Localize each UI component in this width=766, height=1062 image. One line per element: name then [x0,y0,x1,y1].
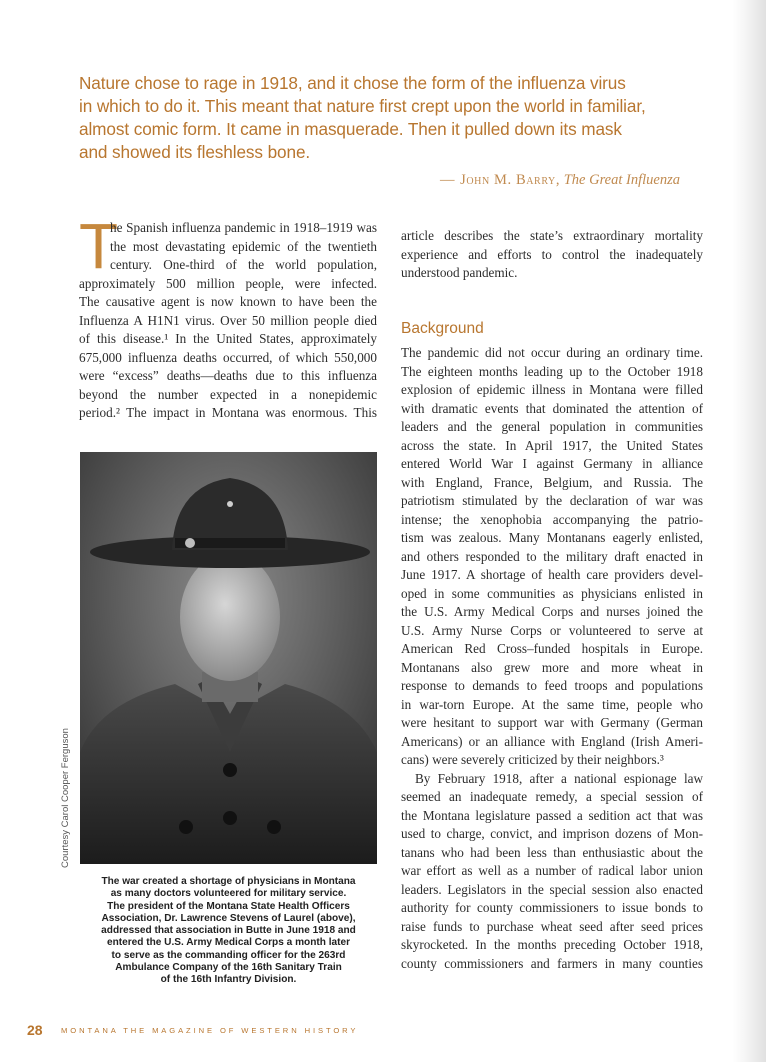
text-line: The eighteen months leading up to the October 1918 [401,363,703,379]
text-line: century. One-third of the world population, [110,257,377,272]
text-line: skyrocketed. In the months preceding October 1918, [401,937,703,952]
text-line: The pandemic did not occur during an ordinary time. [401,345,703,360]
text-line: By February 1918, after a national espionage law [415,770,703,786]
page-footer [27,1022,358,1040]
text-line: raise funds to purchase wheat seed after seed prices [401,918,703,934]
text-line: were “excess” deaths—deaths due to this influenza [79,368,377,383]
caption-line: The president of the Montana State Health Officers [107,900,350,912]
text-line: June 1917. A shortage of health care providers devel- [401,567,703,582]
intro-paragraph-continued [401,227,703,283]
epigraph-line: and showed its fleshless bone. [79,142,311,162]
text-line: county commissioners and farmers in many counties [401,955,703,971]
text-line: leaders and the general population in communities [401,419,703,434]
text-line: authority for county commissioners to issue bonds to [401,900,703,915]
text-line: oped in some communities as physicians enlisted in [401,585,703,601]
caption-line: addressed that association in Butte in June 1918 and [101,925,356,937]
text-line: in war-torn Europe. At the same time, people who [401,696,703,712]
text-line: The causative agent is now known to have been the [79,294,377,309]
text-line: of this disease.¹ In the United States, approximately [79,331,377,346]
caption-line: Ambulance Company of the 16th Sanitary Train [115,962,342,974]
drop-cap: T [79,210,119,282]
text-line: 675,000 influenza deaths occurred, of which 550,000 [79,349,377,365]
background-paragraph-2 [401,770,703,974]
text-line: U.S. Army Nurse Corps or volunteered to serve at [401,622,703,638]
magazine-title: MONTANA THE MAGAZINE OF WESTERN HISTORY [61,1026,359,1035]
text-line: were hesitant to support war with Germany (German [401,715,703,730]
text-line: understood pandemic. [401,265,518,280]
text-line: leaders. Legislators in the special session also enacted [401,881,703,897]
caption-line: to serve as the commanding officer for the 263rd [111,949,346,961]
attribution-author: John M. Barry, [460,172,561,188]
caption-line: The war created a shortage of physicians in Montana [101,876,356,887]
text-line: the U.S. Army Medical Corps and nurses joined the [401,604,703,619]
intro-paragraph [79,219,377,423]
portrait-photo [80,452,377,864]
attribution-book-title: The Great Influenza [563,172,680,188]
background-section [401,344,703,973]
text-line: intense; the xenophobia accompanying the patrio- [401,511,703,527]
text-line: seemed an inadequate remedy, a special session of [401,789,703,804]
text-line: American Red Cross–funded hospitals in Europe. [401,641,703,656]
text-line: patriotism stimulated by the declaration of war was [401,493,703,508]
text-line: response to demands to feed troops and populations [401,678,703,693]
background-paragraph-1 [401,344,703,770]
text-line: and others responded to the military draft enacted in [401,548,703,564]
epigraph-quote [79,72,719,164]
portrait-illustration [80,452,377,864]
epigraph-attribution [360,172,680,189]
page-edge-shadow [732,0,766,1062]
photo-credit [60,668,74,868]
text-line: entered World War I against Germany in alliance [401,456,703,471]
text-line: across the state. In April 1917, the United States [401,437,703,453]
text-line: explosion of epidemic illness in Montana were filled [401,382,703,397]
text-line: the most devastating epidemic of the twentieth [110,238,377,254]
text-line: with dramatic events that dominated the attention of [401,400,703,416]
caption-line: as many doctors volunteered for military service. [110,888,347,900]
text-line: used to charge, convict, and imprison dozens of Mon- [401,826,703,841]
epigraph-line: almost comic form. It came in masquerade. Then it pulled down its mask [79,119,622,139]
epigraph-line: Nature chose to rage in 1918, and it chose the form of the influenza virus [79,73,626,93]
attribution-dash: — [439,172,455,188]
text-line: tanans who had been less than enthusiastic about the [401,844,703,860]
caption-line: Association, Dr. Lawrence Stevens of Laurel (above), [101,912,356,924]
caption-line: entered the U.S. Army Medical Corps a month later [106,937,351,949]
text-line: with England, France, Belgium, and Russia. The [401,474,703,490]
photo-credit-text: Courtesy Carol Cooper Ferguson [60,728,71,868]
text-line: experience and efforts to control the inadequately [401,246,703,262]
text-line: the Montana legislature passed a sedition act that was [401,807,703,823]
section-heading-background: Background [401,320,484,337]
text-line: tism was zealous. Many Montanans eagerly enlisted, [401,530,703,545]
caption-line: of the 16th Infantry Division. [160,974,297,986]
text-line: Influenza A H1N1 virus. Over 50 million people died [79,312,377,328]
text-line: beyond the number expected in a nonepidemic [79,386,377,402]
page-number: 28 [27,1022,43,1038]
text-line: article describes the state’s extraordinary mortality [401,228,703,243]
text-line: period.² The impact in Montana was enormous. This [79,405,377,420]
text-line: he Spanish influenza pandemic in 1918–1919 was [110,220,377,235]
text-line: Montanans also grew more and more wheat in [401,659,703,675]
text-line: Americans) or an alliance with England (Irish Ameri- [401,733,703,749]
text-line: cans) were severely criticized by their neighbors.³ [401,752,664,767]
epigraph-line: in which to do it. This meant that nature first crept upon the world in familiar, [79,96,646,116]
text-line: approximately 500 million people, were infected. [79,275,377,291]
text-line: war effort as well as a number of radical labor union [401,863,703,878]
photo-caption [80,876,377,987]
